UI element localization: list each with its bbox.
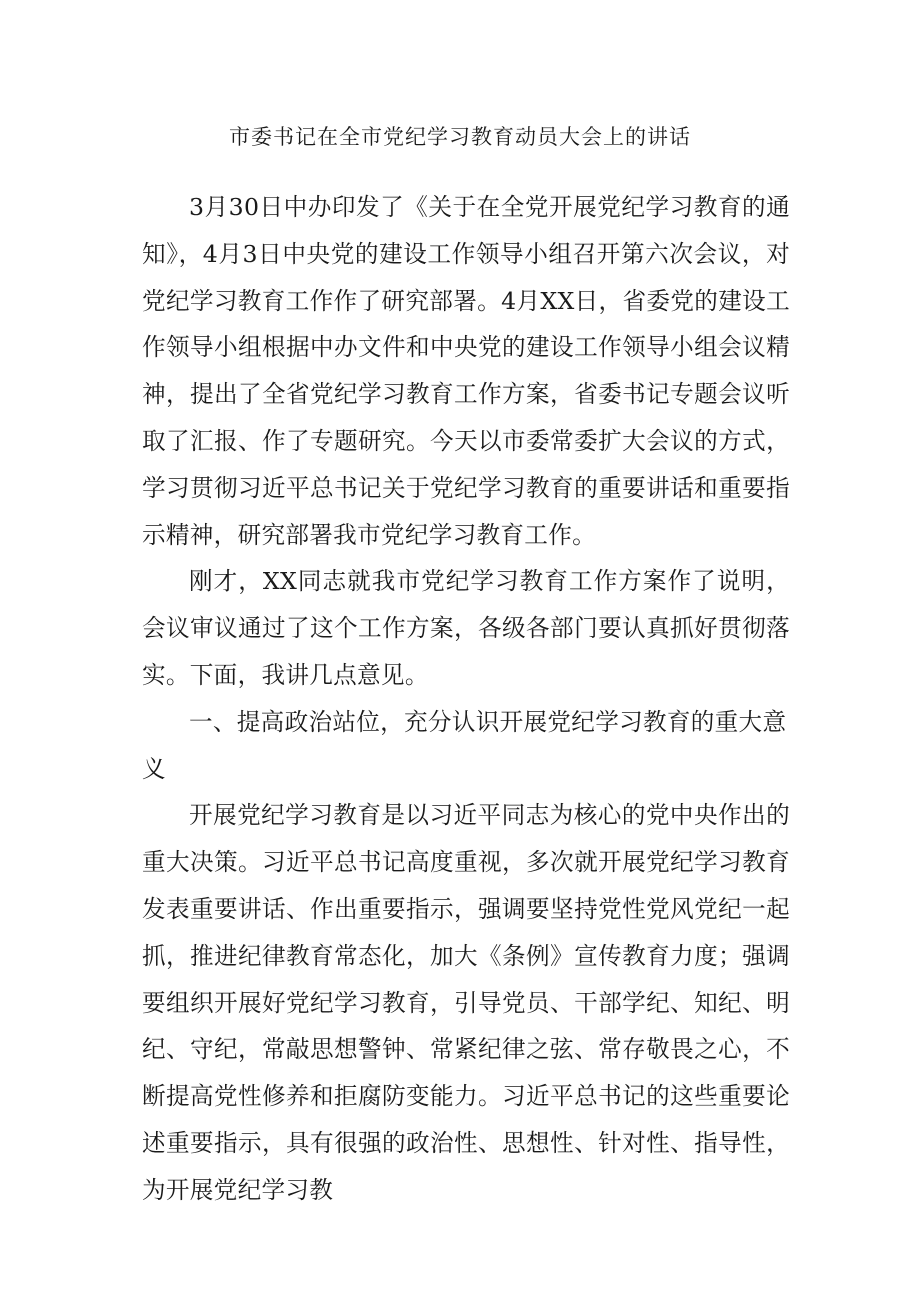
document-body [142, 184, 790, 1214]
section-heading-one: 一、提高政治站位，充分认识开展党纪学习教育的重大意义 [142, 707, 787, 783]
paragraph-explanation: 刚才，XX同志就我市党纪学习教育工作方案作了说明，会议审议通过了这个工作方案，各级各部门要认真抓好贯彻落实。下面，我讲几点意见。 [142, 567, 790, 689]
paragraph-intro: 3月30日中办印发了《关于在全党开展党纪学习教育的通知》，4月3日中央党的建设工作领导小组召开第六次会议，对党纪学习教育工作作了研究部署。4月XX日，省委党的建设工作领导小组根据中办文件和中央党的建设工作领导小组会议精神，提出了全省党纪学习教育工作方案，省委书记专题会议听取了汇报、作了专题研究。今天以市委常委扩大会议的方式，学习贯彻习近平总书记关于党纪学习教育的重要讲话和重要指示精神，研究部署我市党纪学习教育工作。 [142, 193, 790, 549]
document-title: 市委书记在全市党纪学习教育动员大会上的讲话 [229, 125, 691, 149]
paragraph-section-one: 开展党纪学习教育是以习近平同志为核心的党中央作出的重大决策。习近平总书记高度重视，多次就开展党纪学习教育发表重要讲话、作出重要指示，强调要坚持党性党风党纪一起抓，推进纪律教育常态化，加大《条例》宣传教育力度；强调要组织开展好党纪学习教育，引导党员、干部学纪、知纪、明纪、守纪，常敲思想警钟、常紧纪律之弦、常存敬畏之心，不断提高党性修养和拒腐防变能力。习近平总书记的这些重要论述重要指示，具有很强的政治性、思想性、针对性、指导性，为开展党纪学习教 [142, 801, 790, 1204]
